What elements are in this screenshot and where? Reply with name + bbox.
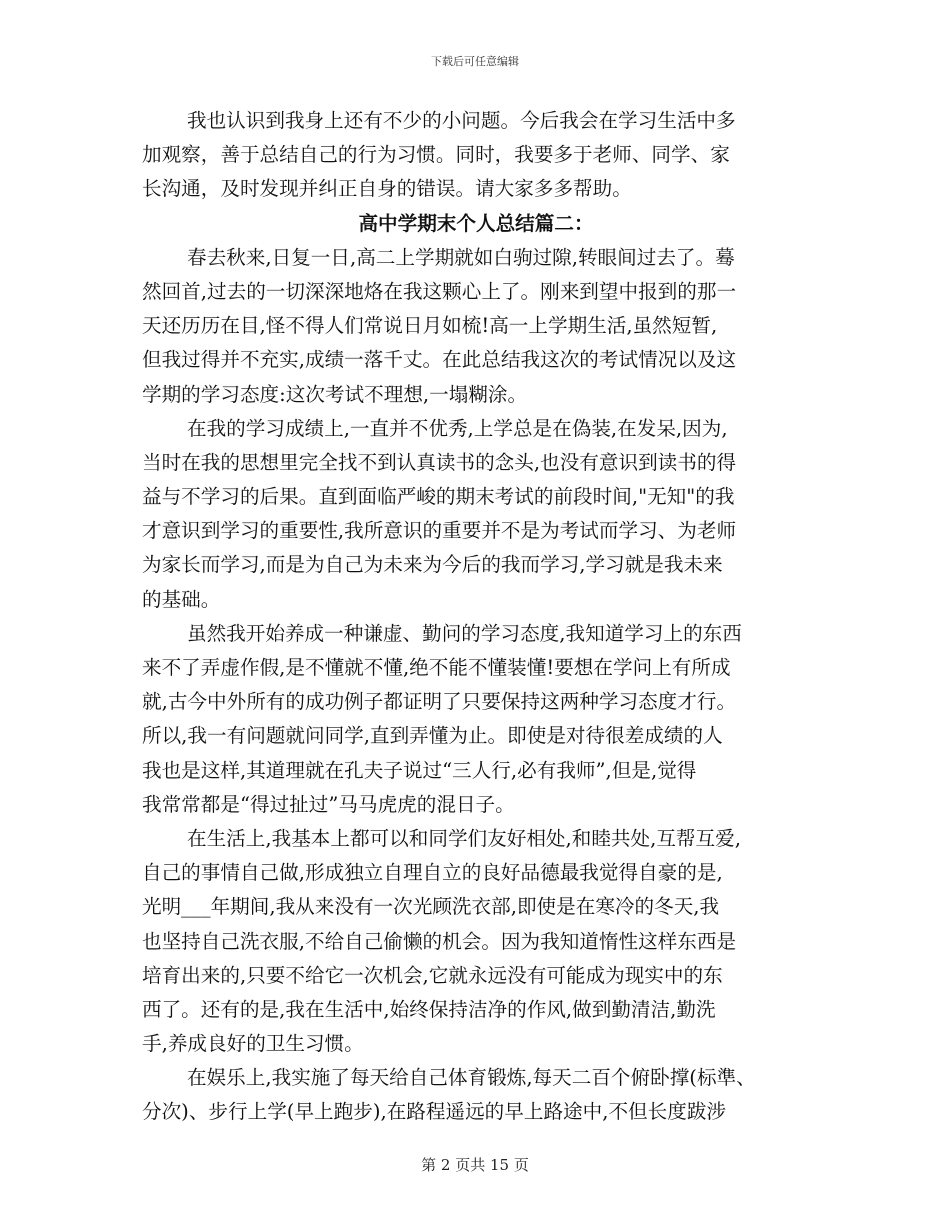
page-number: 第 2 页共 15 页 [421, 1156, 529, 1174]
text-line: 所以,我一有问题就问同学,直到弄懂为止。即使是对待很差成绩的人 [142, 724, 723, 748]
text-line: 虽然我开始养成一种谦虚、勤问的学习态度,我知道学习上的东西 [187, 621, 742, 645]
text-line: 西了。还有的是,我在生活中,始终保持洁净的作风,做到勤清洁,勤洗 [142, 997, 716, 1021]
text-line: 在娱乐上,我实施了每天给自己体育锻炼,每天二百个俯卧撑(标準、 [187, 1066, 756, 1090]
page-header-note: 下载后可任意编辑 [431, 55, 519, 68]
text-line: 来不了弄虚作假,是不懂就不懂,绝不能不懂装懂!要想在学问上有所成 [142, 656, 731, 679]
document-body [142, 104, 810, 1130]
section-heading: 高中学期末个人总结篇二： [358, 211, 594, 235]
text-line: 在生活上,我基本上都可以和同学们友好相处,和睦共处,互帮互爱, [187, 826, 741, 850]
text-line: 为家长而学习,而是为自己为未来为今后的我而学习,学习就是我未来 [142, 553, 723, 577]
text-line: 春去秋来,日复一日,高二上学期就如白驹过隙,转眼间过去了。蓦 [187, 245, 735, 269]
text-line: 天还历历在目,怪不得人们常说日月如梳!高一上学期生活,虽然短暂, [142, 314, 718, 338]
text-line: 才意识到学习的重要性,我所意识的重要并不是为考试而学习、为老师 [142, 519, 737, 543]
text-line: 分次)、步行上学(早上跑步),在路程遥远的早上路途中,不但长度跋涉 [142, 1100, 727, 1124]
text-line: 培育出来的,只要不给它一次机会,它就永远没有可能成为现实中的东 [142, 963, 723, 987]
text-line: 益与不学习的后果。直到面临严峻的期末考试的前段时间,"无知"的我 [142, 485, 735, 509]
text-line: 加观察，善于总结自己的行为习惯。同时，我要多于老师、同学、家 [142, 143, 730, 167]
text-line: 我也认识到我身上还有不少的小问题。今后我会在学习生活中多 [187, 109, 736, 132]
text-line: 但我过得并不充实,成绩一落千丈。在此总结我这次的考试情况以及这 [142, 348, 737, 372]
text-line: 自己的事情自己做,形成独立自理自立的良好品德最我觉得自豪的是, [142, 861, 723, 885]
text-line: 学期的学习态度:这次考试不理想,一塌糊涂。 [142, 382, 528, 406]
text-line: 也坚持自己洗衣服,不给自己偷懒的机会。因为我知道惰性这样东西是 [142, 929, 737, 953]
text-line: 手,养成良好的卫生习惯。 [142, 1032, 364, 1056]
text-line: 光明___年期间,我从来没有一次光顾洗衣部,即使是在寒冷的冬天,我 [142, 895, 720, 919]
text-line: 在我的学习成绩上,一直并不优秀,上学总是在偽装,在发呆,因为, [187, 416, 728, 440]
text-line: 就,古今中外所有的成功例子都证明了只要保持这两种学习态度才行。 [142, 690, 737, 714]
text-line: 长沟通，及时发现并纠正自身的错误。请大家多多帮助。 [142, 177, 632, 201]
text-line: 我常常都是“得过扯过”马马虎虎的混日子。 [142, 792, 515, 816]
text-line: 我也是这样,其道理就在孔夫子说过“三人行,必有我师”,但是,觉得 [142, 758, 697, 782]
text-line: 的基础。 [142, 587, 221, 611]
text-line: 然回首,过去的一切深深地烙在我这颗心上了。刚来到望中报到的那一 [142, 279, 737, 303]
text-line: 当时在我的思想里完全找不到认真读书的念头,也没有意识到读书的得 [142, 450, 737, 474]
